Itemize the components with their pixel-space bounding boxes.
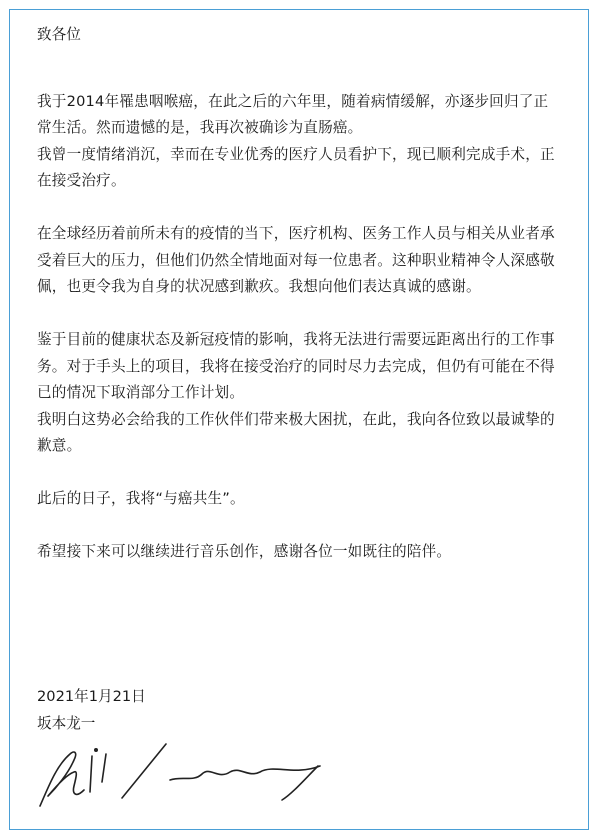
paragraph-music: 希望接下来可以继续进行音乐创作，感谢各位一如既往的陪伴。 xyxy=(37,543,452,560)
paragraph-apology: 我明白这势必会给我的工作伙伴们带来极大困扰，在此，我向各位致以最诚挚的歉意。 xyxy=(37,410,555,454)
salutation: 致各位 xyxy=(37,26,81,43)
paragraph-gratitude: 在全球经历着前所未有的疫情的当下，医疗机构、医务工作人员与相关从业者承受着巨大的压力，但他们仍然全情地面对每一位患者。这种职业精神令人深感敬佩，也更令我为自身的状况感到歉疚。我想向他们表达真诚的感谢。 xyxy=(37,225,555,295)
paragraph-diagnosis: 我于2014年罹患咽喉癌，在此之后的六年里，随着病情缓解，亦逐步回归了正常生活。然而遗憾的是，我再次被确诊为直肠癌。 xyxy=(37,92,549,136)
paragraph-work-impact: 鉴于目前的健康状态及新冠疫情的影响，我将无法进行需要远距离出行的工作事务。对于手头上的项目，我将在接受治疗的同时尽力去完成，但仍有可能在不得已的情况下取消部分工作计划。 xyxy=(37,331,555,401)
paragraph-live-with-cancer: 此后的日子，我将“与癌共生”。 xyxy=(37,490,245,507)
handwritten-signature-icon xyxy=(34,736,334,816)
letter-date: 2021年1月21日 xyxy=(37,688,146,705)
sign-block xyxy=(37,684,146,737)
letter-body xyxy=(37,22,567,566)
paragraph-treatment: 我曾一度情绪消沉，幸而在专业优秀的医疗人员看护下，现已顺利完成手术，正在接受治疗。 xyxy=(37,145,555,189)
letter-author: 坂本龙一 xyxy=(37,714,96,732)
